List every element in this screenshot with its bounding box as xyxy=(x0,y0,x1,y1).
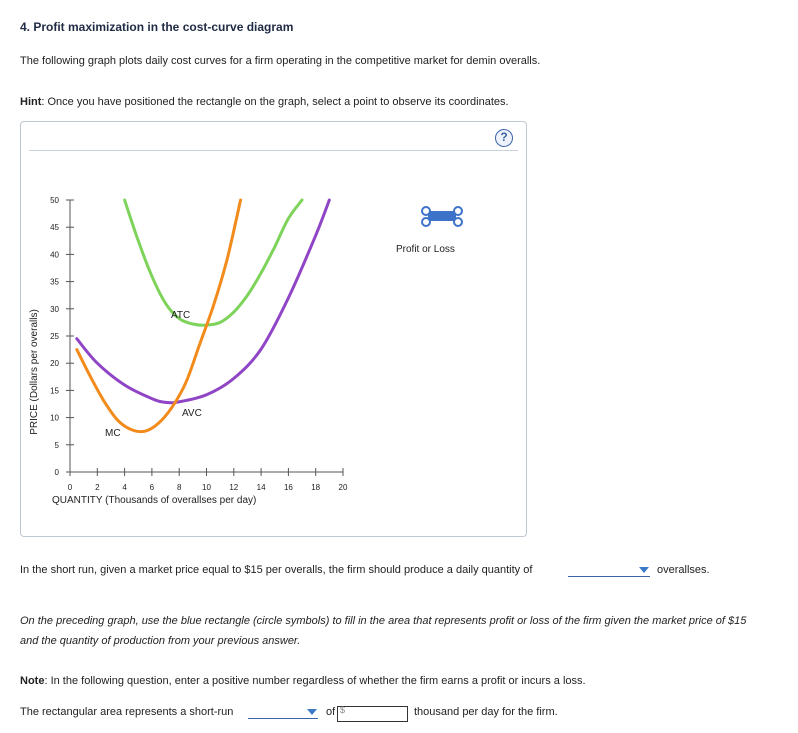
quantity-dropdown[interactable] xyxy=(568,563,650,577)
q1-text: In the short run, given a market price equal to $15 per overalls, the firm should produce a daily quantity of xyxy=(20,564,533,576)
q3-text: The rectangular area represents a short-run xyxy=(20,706,234,718)
y-tick-label: 45 xyxy=(50,223,59,233)
note-label: Note xyxy=(20,675,45,687)
note-body: : In the following question, enter a positive number regardless of whether the firm earns a profit or incurs a loss. xyxy=(44,675,586,687)
avc-label: AVC xyxy=(182,408,202,419)
atc-label: ATC xyxy=(171,310,191,321)
avc-curve xyxy=(77,200,329,403)
x-tick-label: 0 xyxy=(67,483,73,492)
x-tick-label: 10 xyxy=(202,483,211,492)
profit-loss-dropdown[interactable] xyxy=(248,705,318,719)
chevron-down-icon xyxy=(639,567,649,573)
profit-loss-rectangle-tool[interactable] xyxy=(422,207,462,226)
dollar-prefix: $ xyxy=(340,705,346,715)
amount-input[interactable] xyxy=(337,706,408,722)
question-title: 4. Profit maximization in the cost-curve diagram xyxy=(20,20,294,34)
q2-instruction-line2: and the quantity of production from your previous answer. xyxy=(20,635,301,647)
x-tick-label: 12 xyxy=(229,483,239,492)
x-tick-label: 20 xyxy=(338,483,348,492)
rect-handle-bottom-right[interactable] xyxy=(454,218,462,226)
y-tick-label: 25 xyxy=(50,332,59,341)
rectangle-swatch[interactable] xyxy=(428,211,456,221)
mc-label: MC xyxy=(105,428,121,439)
y-tick-label: 30 xyxy=(50,304,59,314)
y-tick-label: 15 xyxy=(50,386,59,396)
rect-handle-top-left[interactable] xyxy=(422,207,430,215)
y-tick-label: 50 xyxy=(50,196,59,205)
x-tick-label: 6 xyxy=(149,483,155,492)
x-tick-label: 4 xyxy=(122,483,127,492)
q3-of-label: of xyxy=(326,706,336,718)
y-tick-label: 35 xyxy=(50,277,59,287)
x-tick-label: 8 xyxy=(176,483,182,492)
note-text xyxy=(20,675,586,687)
mc-curve xyxy=(77,200,241,432)
graph-curves xyxy=(77,200,329,432)
y-axis-label: PRICE (Dollars per overalls) xyxy=(29,309,40,435)
x-tick-label: 16 xyxy=(283,483,293,492)
y-tick-label: 10 xyxy=(50,413,59,423)
hint-body: : Once you have positioned the rectangle on the graph, select a point to observe its coordinates. xyxy=(41,96,509,108)
q2-instruction-line1: On the preceding graph, use the blue rectangle (circle symbols) to fill in the area that represents profit or loss of the firm given the market price of $15 xyxy=(20,615,747,627)
hint-label: Hint xyxy=(20,96,42,108)
help-button[interactable]: ? xyxy=(495,129,513,147)
y-tick-label: 20 xyxy=(50,359,59,369)
chevron-down-icon xyxy=(307,709,317,715)
y-tick-label: 0 xyxy=(54,468,59,477)
q3-suffix: thousand per day for the firm. xyxy=(414,706,558,718)
q1-suffix: overallses. xyxy=(657,564,710,576)
x-axis-label: QUANTITY (Thousands of overallses per day) xyxy=(52,495,257,506)
rect-handle-top-right[interactable] xyxy=(454,207,462,215)
x-tick-label: 14 xyxy=(256,483,266,492)
x-tick-label: 18 xyxy=(311,483,321,492)
y-tick-label: 5 xyxy=(54,440,59,450)
x-tick-label: 2 xyxy=(95,483,100,492)
rect-handle-bottom-left[interactable] xyxy=(422,218,430,226)
profit-or-loss-label: Profit or Loss xyxy=(396,244,455,255)
amount-field-wrapper xyxy=(337,703,408,722)
y-tick-label: 40 xyxy=(50,250,59,260)
intro-text: The following graph plots daily cost curves for a firm operating in the competitive market for demin overalls. xyxy=(20,55,541,67)
